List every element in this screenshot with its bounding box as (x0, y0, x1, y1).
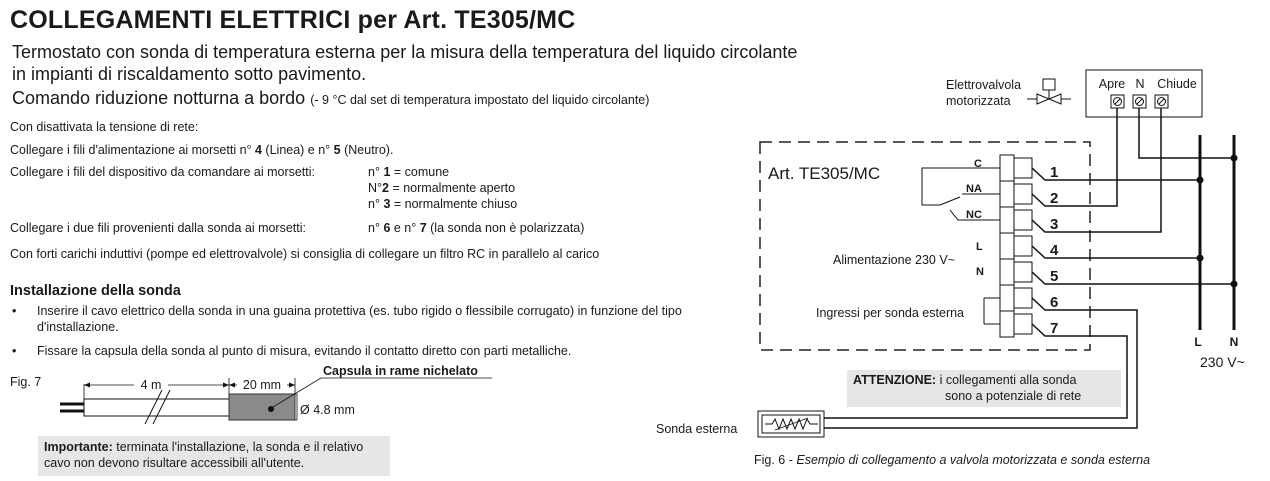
cable-length-dim: 4 m (140, 378, 162, 392)
valve-label-2: motorizzata (946, 94, 1011, 108)
terminal-number-7: 7 (1050, 320, 1059, 337)
contact-label-na: NA (966, 183, 982, 195)
capsule-length-dim: 20 mm (242, 378, 282, 392)
valve-symbol-icon (1027, 79, 1071, 104)
night-reduction-note: (- 9 °C dal set di temperatura impostato del liquido circolante) (310, 93, 650, 107)
supply-term-n: N (976, 266, 984, 278)
supply-terminal-line: 4 (255, 143, 262, 157)
diameter-dim: Ø 4.8 mm (300, 403, 355, 417)
subtitle-line-2: in impianti di riscaldamento sotto pavimento. (12, 64, 367, 84)
inductive-load-note: Con forti carichi induttivi (pompe ed elettrovalvole) si consiglia di collegare un filtro RC in parallelo al carico (10, 247, 600, 261)
wiring-diagram (640, 60, 1270, 481)
terminal-block (1000, 155, 1032, 337)
valve-screw-icon (1111, 95, 1168, 108)
contact-label-nc: NC (966, 209, 982, 221)
subtitle-line-1: Termostato con sonda di temperatura esterna per la misura della temperatura del liquido circolante (12, 42, 798, 62)
page-title: COLLEGAMENTI ELETTRICI per Art. TE305/MC (10, 6, 576, 34)
installation-list (10, 303, 690, 367)
probe-instruction: Collegare i due fili provenienti dalla sonda ai morsetti: (10, 221, 306, 235)
list-item: • Inserire il cavo elettrico della sonda in una guaina protettiva (es. tubo rigido o flessibile corrugato) in funzione del tipo d'installazione. (12, 304, 682, 334)
valve-term-neutral: N (1135, 77, 1145, 91)
device-instruction: Collegare i fili del dispositivo da comandare ai morsetti: (10, 165, 316, 179)
power-off-note: Con disattivata la tensione di rete: (10, 120, 199, 134)
terminal-3-desc: n° 3 = normalmente chiuso (368, 197, 518, 211)
probe-terminals: n° 6 e n° 7 (la sonda non è polarizzata) (368, 221, 585, 235)
terminal-number-6: 6 (1050, 294, 1059, 311)
supply-instruction: Collegare i fili d'alimentazione ai morsetti n° 4 (Linea) e n° 5 (Neutro). (10, 143, 394, 157)
installation-heading: Installazione della sonda (10, 283, 181, 299)
mains-n-label: N (1229, 335, 1239, 349)
fig7-label: Fig. 7 (10, 375, 42, 389)
night-reduction-label: Comando riduzione notturna a bordo (12, 88, 306, 108)
terminal-number-4: 4 (1050, 242, 1059, 259)
supply-terminal-neutral: 5 (333, 143, 341, 157)
capsule-label: Capsula in rame nichelato (323, 364, 478, 378)
contact-label-c: C (974, 158, 982, 170)
mains-l-label: L (1194, 335, 1202, 349)
mains-voltage: 230 V~ (1200, 354, 1245, 370)
device-name: Art. TE305/MC (768, 164, 881, 183)
probe-resistor-icon (758, 411, 824, 437)
attention-note: ATTENZIONE: i collegamenti alla sonda sono a potenziale di rete (847, 370, 1121, 407)
terminal-1-desc: n° 1 = comune (368, 165, 450, 179)
supply-label: Alimentazione 230 V~ (833, 253, 955, 267)
attention-label: ATTENZIONE: (853, 373, 937, 387)
fig6-caption: Fig. 6 - Esempio di collegamento a valvola motorizzata e sonda esterna (754, 453, 1151, 467)
subtitle-line-3 (12, 88, 649, 111)
list-item: • Fissare la capsula della sonda al punto di misura, evitando il contatto diretto con parti metalliche. (12, 344, 572, 358)
terminal-2-desc: N°2 = normalmente aperto (368, 181, 516, 195)
terminal-number-5: 5 (1050, 268, 1059, 285)
probe-drawing (0, 360, 520, 435)
probe-capsule (229, 394, 295, 420)
valve-label-1: Elettrovalvola (946, 78, 1022, 92)
relay-contact-icon (922, 168, 1000, 220)
valve-term-close: Chiude (1157, 77, 1197, 91)
important-note: Importante: terminata l'installazione, la sonda e il relativo cavo non devono risultare accessibili all'utente. (38, 436, 390, 476)
valve-term-open: Apre (1098, 77, 1126, 91)
terminal-number-2: 2 (1050, 190, 1059, 207)
external-probe-label: Sonda esterna (656, 422, 738, 436)
probe-inputs-label: Ingressi per sonda esterna (816, 306, 965, 320)
terminal-number-1: 1 (1050, 164, 1059, 181)
supply-term-l: L (976, 241, 983, 253)
terminal-number-3: 3 (1050, 216, 1059, 233)
